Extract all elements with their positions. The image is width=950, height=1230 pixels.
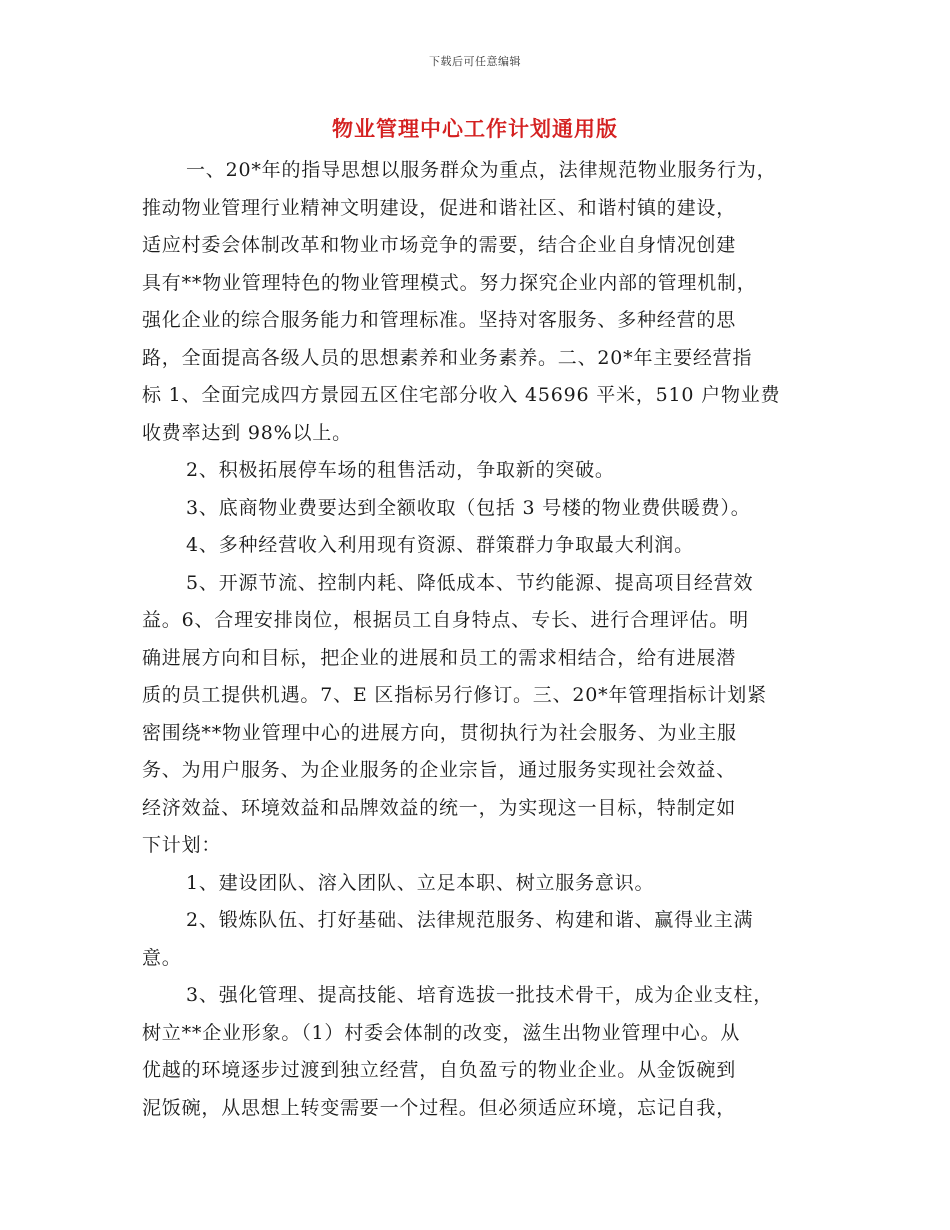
- text-line: 泥饭碗，从思想上转变需要一个过程。但必须适应环境，忘记自我，: [142, 1096, 737, 1119]
- text-line: 2、积极拓展停车场的租售活动，争取新的突破。: [186, 459, 615, 481]
- text-line: 4、多种经营收入利用现有资源、群策群力争取最大利润。: [186, 534, 694, 556]
- text-line: 收费率达到 98%以上。: [142, 421, 352, 444]
- text-line: 2、锻炼队伍、打好基础、法律规范服务、构建和谐、赢得业主满: [186, 909, 754, 931]
- text-line: 一、20*年的指导思想以服务群众为重点，法律规范物业服务行为，: [186, 159, 777, 181]
- text-line: 优越的环境逐步过渡到独立经营，自负盈亏的物业企业。从金饭碗到: [142, 1059, 737, 1081]
- text-line: 树立**企业形象。（1）村委会体制的改变，滋生出物业管理中心。从: [142, 1021, 741, 1044]
- text-line: 适应村委会体制改革和物业市场竞争的需要，结合企业自身情况创建: [142, 234, 737, 256]
- text-line: 意。: [142, 946, 182, 969]
- text-line: 推动物业管理行业精神文明建设，促进和谐社区、和谐村镇的建设，: [142, 196, 737, 219]
- text-line: 务、为用户服务、为企业服务的企业宗旨，通过服务实现社会效益、: [142, 759, 737, 781]
- text-line: 路，全面提高各级人员的思想素养和业务素养。二、20*年主要经营指: [142, 346, 753, 369]
- text-line: 具有**物业管理特色的物业管理模式。努力探究企业内部的管理机制，: [142, 271, 757, 294]
- text-line: 5、开源节流、控制内耗、降低成本、节约能源、提高项目经营效: [186, 571, 754, 594]
- document-title: 物业管理中心工作计划通用版: [332, 116, 618, 141]
- text-line: 1、建设团队、溶入团队、立足本职、树立服务意识。: [186, 871, 655, 894]
- text-line: 标 1、全面完成四方景园五区住宅部分收入 45696 平米，510 户物业费: [142, 384, 781, 406]
- text-line: 质的员工提供机遇。7、E 区指标另行修订。三、20*年管理指标计划紧: [142, 684, 767, 706]
- text-line: 下计划：: [142, 834, 222, 856]
- page-header-note: 下载后可任意编辑: [429, 55, 521, 68]
- text-line: 3、底商物业费要达到全额收取（包括 3 号楼的物业费供暖费）。: [186, 496, 751, 519]
- document-body: [142, 152, 830, 1127]
- text-line: 3、强化管理、提高技能、培育选拔一批技术骨干，成为企业支柱，: [186, 984, 774, 1006]
- text-line: 经济效益、环境效益和品牌效益的统一，为实现这一目标，特制定如: [142, 796, 737, 819]
- text-line: 确进展方向和目标，把企业的进展和员工的需求相结合，给有进展潜: [142, 646, 737, 669]
- text-line: 密围绕**物业管理中心的进展方向，贯彻执行为社会服务、为业主服: [142, 721, 737, 744]
- text-line: 益。6、合理安排岗位，根据员工自身特点、专长、进行合理评估。明: [142, 609, 749, 631]
- text-line: 强化企业的综合服务能力和管理标准。坚持对客服务、多种经营的思: [142, 309, 737, 331]
